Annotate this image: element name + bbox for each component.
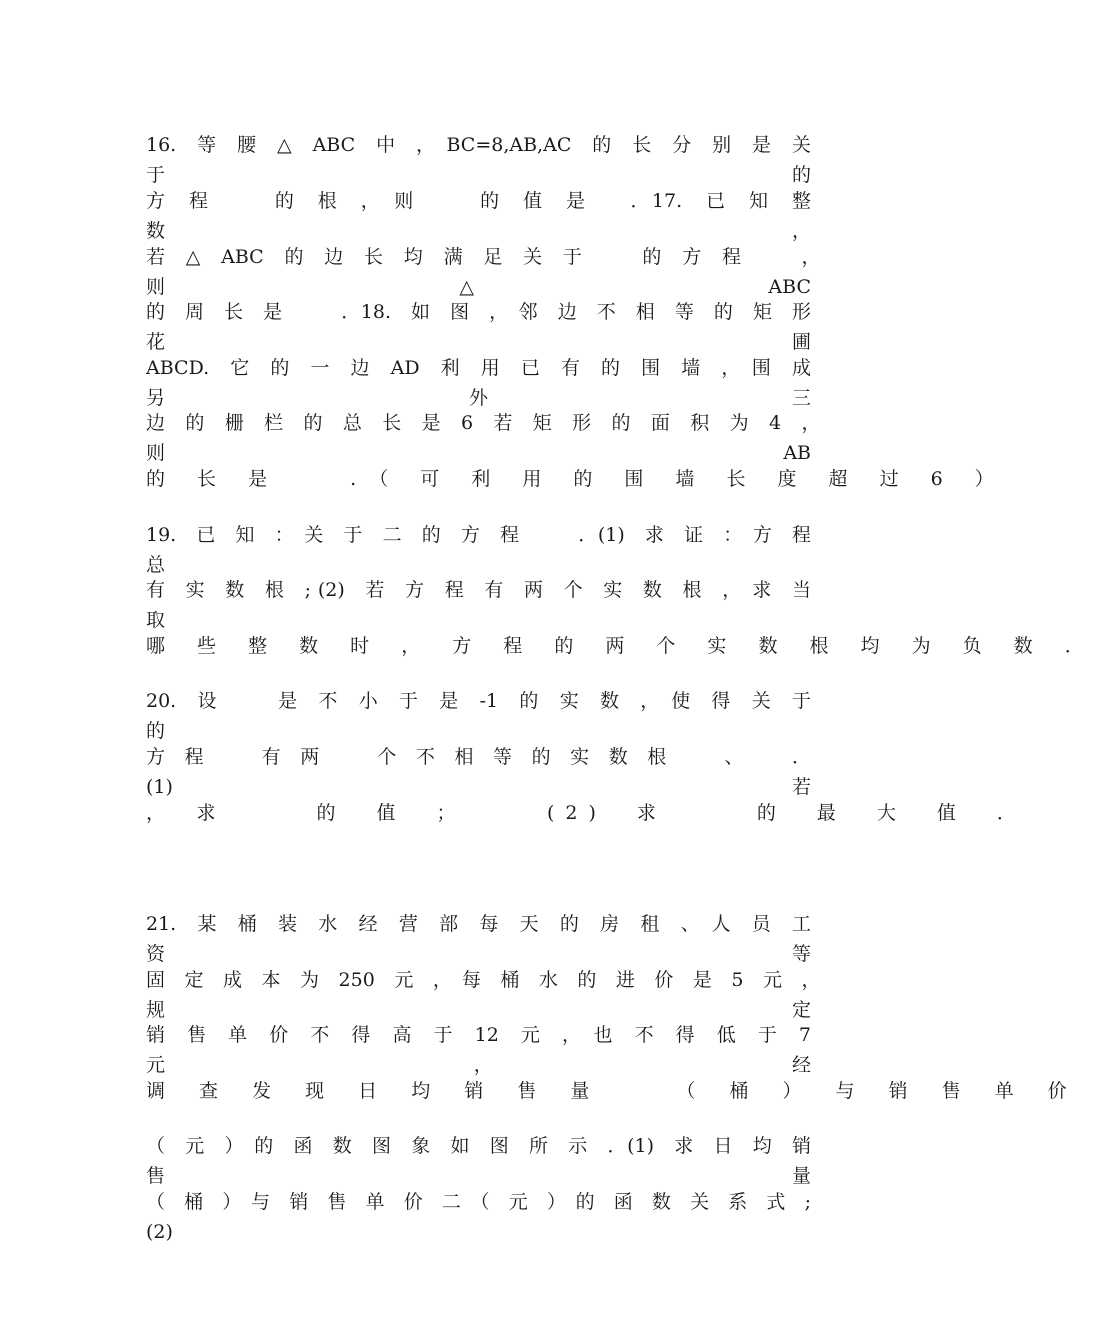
text-line-13: ， 求 的 值 ； (2) 求 的 最 大 值 ． xyxy=(146,802,1027,824)
text-line-1: 16. 等 腰 △ ABC 中 ， BC=8,AB,AC 的 长 分 别 是 关 于 的 xyxy=(146,134,831,186)
text-line-5: ABCD. 它 的 一 边 AD 利 用 已 有 的 围 墙 ， 围 成 另 外 三 xyxy=(146,357,831,409)
text-line-17: 调 查 发 现 日 均 销 售 量 （ 桶 ） 与 销 售 单 价 xyxy=(146,1080,1081,1102)
text-line-18: （ 元 ） 的 函 数 图 象 如 图 所 示 ．(1) 求 日 均 销 售 量 xyxy=(146,1135,831,1187)
text-line-19: （ 桶 ） 与 销 售 单 价 二 （ 元 ） 的 函 数 关 系 式 ; (2) xyxy=(146,1191,811,1243)
text-line-7: 的 长 是 .（ 可 利 用 的 围 墙 长 度 超 过 6 ） xyxy=(146,468,1007,490)
text-line-3: 若 △ ABC 的 边 长 均 满 足 关 于 的 方 程 ， 则 △ ABC xyxy=(146,246,831,298)
text-line-9: 有 实 数 根 ; (2) 若 方 程 有 两 个 实 数 根 ， 求 当 取 xyxy=(146,579,869,631)
text-line-10: 哪 些 整 数 时 ， 方 程 的 两 个 实 数 根 均 为 负 数 ． xyxy=(146,635,1097,657)
text-line-6: 边 的 栅 栏 的 总 长 是 6 若 矩 形 的 面 积 为 4 ， 则 AB xyxy=(146,412,831,464)
text-line-8: 19. 已 知 ： 关 于 二 的 方 程 ．(1) 求 证 ： 方 程 总 xyxy=(146,524,831,576)
text-line-15: 固 定 成 本 为 250 元 ， 每 桶 水 的 进 价 是 5 元 ， 规 定 xyxy=(146,969,831,1021)
text-line-14: 21. 某 桶 装 水 经 营 部 每 天 的 房 租 、 人 员 工 资 等 xyxy=(146,913,831,965)
text-line-11: 20. 设 是 不 小 于 是 -1 的 实 数 ， 使 得 关 于 的 xyxy=(146,690,869,742)
text-line-16: 销 售 单 价 不 得 高 于 12 元 ， 也 不 得 低 于 7 元 ， 经 xyxy=(146,1024,831,1076)
text-line-12: 方 程 有 两 个 不 相 等 的 实 数 根 、 ．(1) 若 xyxy=(146,746,811,798)
text-line-2: 方 程 的 根 ， 则 的 值 是 ．17. 已 知 整 数 ， xyxy=(146,190,831,242)
text-line-4: 的 周 长 是 ．18. 如 图 ， 邻 边 不 相 等 的 矩 形 花 圃 xyxy=(146,301,831,353)
